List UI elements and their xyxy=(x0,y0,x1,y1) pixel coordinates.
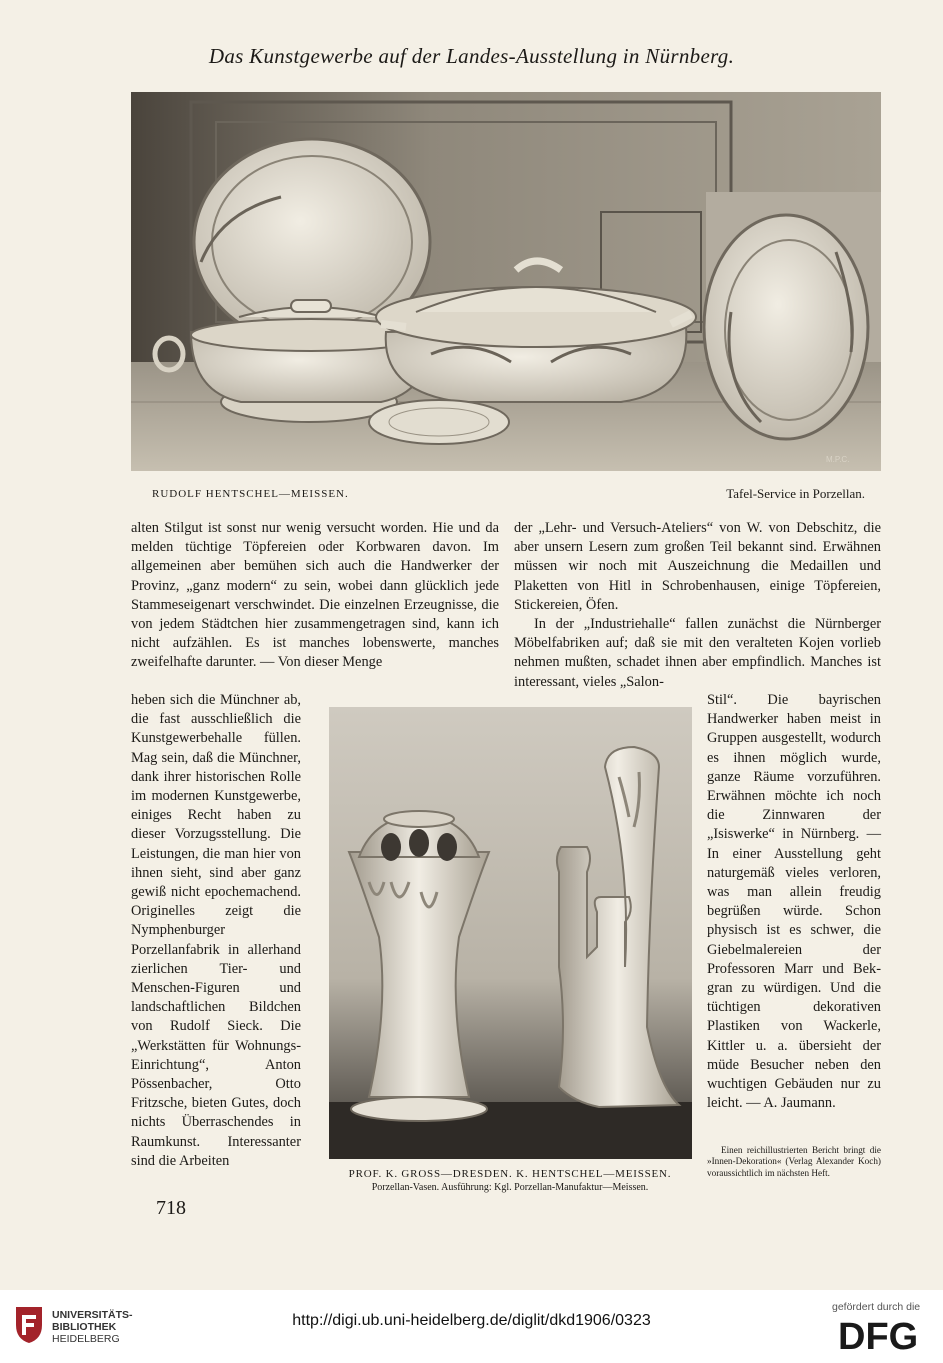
vases-caption-description: Porzellan-Vasen. Ausführung: Kgl. Porzellan-Manufaktur—Meissen. xyxy=(371,1182,649,1193)
page-number: 718 xyxy=(156,1197,186,1219)
photo-monogram: M.P.C. xyxy=(826,455,850,464)
library-line-3: HEIDELBERG xyxy=(52,1333,120,1345)
running-head: Das Kunstgewerbe auf der Landes-Ausstellung in Nürnberg. xyxy=(208,44,735,68)
text-column-right-lower xyxy=(707,691,881,1113)
editorial-note xyxy=(707,1145,881,1179)
vases-caption-artists: PROF. K. GROSS—DRESDEN. K. HENTSCHEL—MEISSEN. xyxy=(348,1168,672,1180)
library-line-1: UNIVERSITÄTS- xyxy=(52,1309,133,1321)
permalink-url[interactable]: http://digi.ub.uni-heidelberg.de/diglit/dkd1906/0323 xyxy=(292,1312,651,1329)
top-figure-caption-artist: RUDOLF HENTSCHEL—MEISSEN. xyxy=(152,488,349,500)
dfg-logo-icon xyxy=(838,1317,933,1353)
paragraph: der „Lehr- und Versuch-Ateliers“ von W. von Debschitz, die aber unsern Lesern zum großen Teil bekannt sind. Erwähnen müssen wir noch mit Auszeichnung die Medaillen und Plaketten von Hitl in Schrobenhausen, einige Töpfereien, Stickereien, Öfen. xyxy=(514,520,881,613)
library-line-2: BIBLIOTHEK xyxy=(52,1321,117,1333)
text-column-left-upper xyxy=(131,519,499,673)
paragraph: In der „Industriehalle“ fallen zunächst die Nürnberger Möbelfabriken auf; daß sie mit den veralteten Kojen vorlieb nehmen mußten, schadet ihnen aber empfindlich. Manches ist interessant, vieles „Salon- xyxy=(514,616,881,690)
top-figure-caption-title: Tafel-Service in Porzellan. xyxy=(726,486,865,501)
vases-photo xyxy=(329,707,692,1159)
tableware-photo xyxy=(131,92,881,471)
paragraph: Stil“. Die bayrischen Handwerker haben meist in Gruppen ausgestellt, wodurch es ihnen möglich wurde, ganze Räume vorzuführen. Erwähnen möchte ich noch die Zinnwaren der „Isiswerke“ in Nürnberg. — In einer Ausstellung geht naturgemäß vieles verloren, was man allein freudig begrüßen würde. Schon physisch ist es schwer, die Giebelmalereien der Professoren Marr und Bek-gran zu würdigen. Und die tüchtigen dekorativen Plastiken von Wackerle, Kittler u. a. übersieht der müde Besucher neben den wuchtigen Gebäuden nur zu leicht. — A. Jaumann. xyxy=(707,692,881,1112)
vases-caption xyxy=(325,1168,695,1194)
svg-text:DFG: DFG xyxy=(838,1317,919,1353)
paragraph: heben sich die Münchner ab, die fast ausschließlich die Kunstgewerbehalle füllen. Mag sein, daß die Münchner, dank ihrer historischen Rolle im modernen Kunstgewerbe, einiges Recht haben zu dieser Vorzugsstellung. Die Leistungen, die man hier von ihnen sieht, sind aber ganz gewiß nicht epochemachend. Originelles zeigt die Nymphenburger Porzellanfabrik in allerhand zierlichen Tier- und Menschen-Figuren und landschaftlichen Bildchen von Rudolf Sieck. Die „Werkstätten für Wohnungs-Einrichtung“, Anton Pössenbacher, Otto Fritzsche, bieten Gutes, doch nichts Überraschendes in Raumkunst. Interessanter sind die Arbeiten xyxy=(131,692,301,1169)
text-column-left-lower xyxy=(131,691,301,1171)
text-column-right-upper xyxy=(514,519,881,692)
paragraph: alten Stilgut ist sonst nur wenig versucht worden. Hie und da melden tüchtige Töpfereien oder Korbwaren davon. Im allgemeinen aber bemühen sich auch die Handwerker der Provinz, „ganz modern“ zu sein, wobei dann glücklich jede Stammeseigenart verschwindet. Die einzelnen Erzeugnisse, die von jedem Städtchen hier zusammengetragen sind, kann ich nicht aufzählen. Es ist manches lobenswerte, manches zweifelhafte darunter. — Von dieser Menge xyxy=(131,520,499,671)
funding-label: gefördert durch die xyxy=(832,1301,921,1313)
note-text: Einen reichillustrierten Bericht bringt die »Innen-Dekoration« (Verlag Alexander Koch) voraussichtlich im nächsten Heft. xyxy=(707,1145,881,1178)
